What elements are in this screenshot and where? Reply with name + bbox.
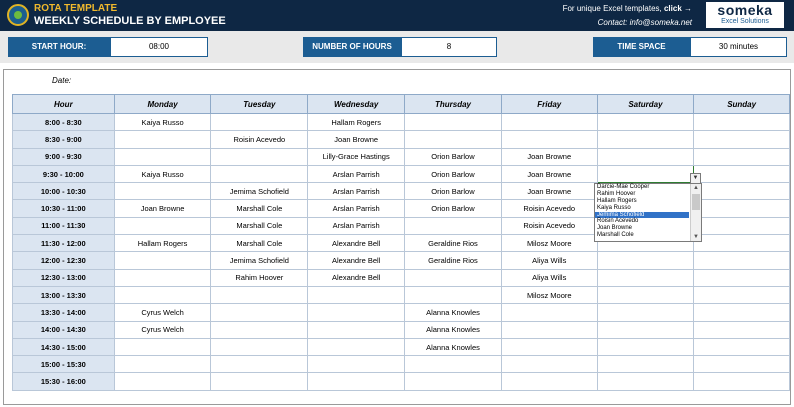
- schedule-cell[interactable]: [405, 114, 502, 131]
- column-header-saturday: Saturday: [597, 95, 694, 114]
- hour-cell: 10:30 - 11:00: [13, 200, 115, 217]
- schedule-cell[interactable]: [501, 338, 597, 355]
- schedule-cell[interactable]: [694, 200, 790, 217]
- schedule-cell[interactable]: [694, 148, 790, 165]
- contact-email[interactable]: Contact: info@someka.net: [597, 18, 692, 27]
- column-header-monday: Monday: [114, 95, 211, 114]
- schedule-cell[interactable]: [211, 114, 308, 131]
- schedule-cell[interactable]: [597, 131, 694, 148]
- schedule-cell[interactable]: Lilly-Grace Hastings: [308, 148, 405, 165]
- page-title: WEEKLY SCHEDULE BY EMPLOYEE: [34, 15, 226, 27]
- schedule-cell[interactable]: [501, 321, 597, 338]
- brand-tagline: Excel Solutions: [721, 18, 769, 25]
- schedule-table: [12, 94, 790, 391]
- table-row: [13, 356, 790, 373]
- schedule-cell[interactable]: [597, 148, 694, 165]
- schedule-cell[interactable]: Alanna Knowles: [405, 338, 502, 355]
- start-hour-input[interactable]: 08:00: [110, 37, 208, 57]
- employee-dropdown[interactable]: [594, 183, 702, 242]
- schedule-cell[interactable]: Arslan Parrish: [308, 217, 405, 234]
- column-header-friday: Friday: [501, 95, 597, 114]
- schedule-cell[interactable]: [211, 356, 308, 373]
- schedule-cell[interactable]: [694, 338, 790, 355]
- schedule-cell[interactable]: Orion Barlow: [405, 200, 502, 217]
- schedule-cell[interactable]: Arslan Parrish: [308, 183, 405, 200]
- schedule-cell[interactable]: [597, 321, 694, 338]
- schedule-cell[interactable]: Hallam Rogers: [114, 235, 211, 252]
- table-row: [13, 114, 790, 131]
- schedule-cell[interactable]: Alanna Knowles: [405, 304, 502, 321]
- schedule-cell[interactable]: [114, 269, 211, 286]
- schedule-cell[interactable]: Alexandre Bell: [308, 269, 405, 286]
- schedule-cell[interactable]: [114, 148, 211, 165]
- schedule-cell[interactable]: Alexandre Bell: [308, 252, 405, 269]
- table-row: [13, 269, 790, 286]
- schedule-cell[interactable]: Orion Barlow: [405, 183, 502, 200]
- schedule-cell[interactable]: [597, 304, 694, 321]
- schedule-cell[interactable]: [694, 183, 790, 200]
- schedule-cell[interactable]: Arslan Parrish: [308, 200, 405, 217]
- column-header-hour: Hour: [13, 95, 115, 114]
- schedule-cell[interactable]: [597, 338, 694, 355]
- schedule-cell[interactable]: Roisin Acevedo: [501, 217, 597, 234]
- schedule-cell[interactable]: [501, 356, 597, 373]
- schedule-cell[interactable]: [501, 114, 597, 131]
- schedule-cell[interactable]: [694, 217, 790, 234]
- hour-cell: 12:00 - 12:30: [13, 252, 115, 269]
- schedule-cell[interactable]: [694, 286, 790, 303]
- schedule-cell[interactable]: [114, 373, 211, 390]
- column-header-thursday: Thursday: [405, 95, 502, 114]
- hour-cell: 8:30 - 9:00: [13, 131, 115, 148]
- schedule-cell[interactable]: Cyrus Welch: [114, 304, 211, 321]
- hour-cell: 10:00 - 10:30: [13, 183, 115, 200]
- app-title: ROTA TEMPLATE: [34, 3, 118, 14]
- schedule-cell[interactable]: Joan Browne: [308, 131, 405, 148]
- schedule-cell[interactable]: [211, 286, 308, 303]
- schedule-cell[interactable]: [501, 373, 597, 390]
- schedule-cell[interactable]: [308, 373, 405, 390]
- dropdown-option[interactable]: Kaiya Russo: [597, 204, 631, 211]
- schedule-cell[interactable]: [114, 338, 211, 355]
- schedule-cell[interactable]: Marshall Cole: [211, 217, 308, 234]
- brand-name: someka: [717, 2, 773, 18]
- schedule-cell[interactable]: [694, 373, 790, 390]
- schedule-cell[interactable]: Joan Browne: [501, 165, 597, 182]
- schedule-cell[interactable]: [308, 338, 405, 355]
- dropdown-list: [595, 184, 689, 239]
- schedule-cell[interactable]: [211, 373, 308, 390]
- date-label: Date:: [52, 76, 72, 85]
- schedule-cell[interactable]: [694, 304, 790, 321]
- schedule-cell[interactable]: [211, 304, 308, 321]
- schedule-cell[interactable]: Aliya Wills: [501, 252, 597, 269]
- promo-link[interactable]: click →: [663, 4, 692, 13]
- schedule-cell[interactable]: [114, 217, 211, 234]
- schedule-cell[interactable]: Roisin Acevedo: [501, 200, 597, 217]
- schedule-cell[interactable]: [308, 304, 405, 321]
- column-header-tuesday: Tuesday: [211, 95, 308, 114]
- schedule-cell[interactable]: [308, 356, 405, 373]
- dropdown-option[interactable]: Rahim Hoover: [597, 190, 636, 197]
- schedule-cell[interactable]: [405, 373, 502, 390]
- schedule-cell[interactable]: Cyrus Welch: [114, 321, 211, 338]
- schedule-cell[interactable]: [694, 165, 790, 182]
- start-hour-label: START HOUR:: [8, 37, 110, 57]
- schedule-cell[interactable]: Joan Browne: [501, 183, 597, 200]
- table-row: [13, 165, 790, 182]
- dropdown-arrow-icon[interactable]: ▼: [690, 173, 701, 184]
- schedule-cell[interactable]: [308, 286, 405, 303]
- schedule-cell[interactable]: Geraldine Rios: [405, 235, 502, 252]
- schedule-cell[interactable]: [405, 217, 502, 234]
- schedule-cell[interactable]: [114, 252, 211, 269]
- schedule-cell[interactable]: [694, 269, 790, 286]
- hour-cell: 11:30 - 12:00: [13, 235, 115, 252]
- table-header-row: [13, 95, 790, 114]
- time-space-label: TIME SPACE: [593, 37, 690, 57]
- schedule-cell[interactable]: Geraldine Rios: [405, 252, 502, 269]
- table-row: [13, 131, 790, 148]
- schedule-cell[interactable]: [597, 286, 694, 303]
- hour-cell: 9:00 - 9:30: [13, 148, 115, 165]
- schedule-cell[interactable]: [405, 356, 502, 373]
- schedule-cell[interactable]: [114, 183, 211, 200]
- dropdown-option[interactable]: Hallam Rogers: [597, 197, 637, 204]
- dropdown-option[interactable]: Joan Browne: [597, 225, 633, 232]
- table-row: [13, 321, 790, 338]
- hour-cell: 12:30 - 13:00: [13, 269, 115, 286]
- schedule-cell[interactable]: [405, 269, 502, 286]
- schedule-cell[interactable]: Joan Browne: [114, 200, 211, 217]
- schedule-cell[interactable]: [597, 165, 694, 182]
- settings-bar: [0, 31, 794, 63]
- scroll-up-icon[interactable]: ▲: [693, 185, 699, 191]
- hour-cell: 15:00 - 15:30: [13, 356, 115, 373]
- schedule-cell[interactable]: Jemima Schofield: [211, 183, 308, 200]
- schedule-cell[interactable]: [211, 148, 308, 165]
- schedule-cell[interactable]: Orion Barlow: [405, 148, 502, 165]
- schedule-cell[interactable]: [405, 286, 502, 303]
- dropdown-option[interactable]: Roisin Acevedo: [597, 218, 639, 225]
- schedule-cell[interactable]: Arslan Parrish: [308, 165, 405, 182]
- dropdown-option[interactable]: Darcie-Mae Cooper: [597, 184, 650, 190]
- app-header: [0, 0, 794, 31]
- column-header-sunday: Sunday: [694, 95, 790, 114]
- schedule-cell[interactable]: [694, 114, 790, 131]
- hour-cell: 14:00 - 14:30: [13, 321, 115, 338]
- schedule-cell[interactable]: [114, 131, 211, 148]
- hour-cell: 11:00 - 11:30: [13, 217, 115, 234]
- schedule-cell[interactable]: Jemima Schofield: [211, 252, 308, 269]
- schedule-cell[interactable]: [694, 131, 790, 148]
- brand-logo[interactable]: [706, 2, 784, 28]
- schedule-cell[interactable]: [694, 252, 790, 269]
- table-row: [13, 373, 790, 390]
- hour-cell: 14:30 - 15:00: [13, 338, 115, 355]
- hour-cell: 13:00 - 13:30: [13, 286, 115, 303]
- schedule-cell[interactable]: [694, 356, 790, 373]
- hour-cell: 13:30 - 14:00: [13, 304, 115, 321]
- dropdown-scrollbar[interactable]: [690, 184, 701, 241]
- number-of-hours-input[interactable]: 8: [401, 37, 497, 57]
- schedule-cell[interactable]: [501, 131, 597, 148]
- promo-text: [563, 4, 692, 13]
- schedule-cell[interactable]: [114, 356, 211, 373]
- schedule-cell[interactable]: Orion Barlow: [405, 165, 502, 182]
- table-row: [13, 148, 790, 165]
- table-row: [13, 338, 790, 355]
- schedule-cell[interactable]: Milosz Moore: [501, 235, 597, 252]
- scroll-down-icon[interactable]: ▼: [693, 234, 699, 240]
- schedule-cell[interactable]: Hallam Rogers: [308, 114, 405, 131]
- hour-cell: 15:30 - 16:00: [13, 373, 115, 390]
- schedule-cell[interactable]: Aliya Wills: [501, 269, 597, 286]
- schedule-cell[interactable]: Alexandre Bell: [308, 235, 405, 252]
- number-of-hours-label: NUMBER OF HOURS: [303, 37, 401, 57]
- schedule-cell[interactable]: [308, 321, 405, 338]
- app-logo-icon: [7, 4, 29, 26]
- column-header-wednesday: Wednesday: [308, 95, 405, 114]
- dropdown-option[interactable]: Marshall Cole: [597, 232, 634, 239]
- promo-label: For unique Excel templates,: [562, 4, 664, 13]
- dropdown-option[interactable]: Jemima Schofield: [595, 212, 689, 219]
- schedule-cell[interactable]: [597, 269, 694, 286]
- schedule-cell[interactable]: [501, 304, 597, 321]
- schedule-cell[interactable]: Kaiya Russo: [114, 114, 211, 131]
- schedule-cell[interactable]: [597, 252, 694, 269]
- time-space-input[interactable]: 30 minutes: [690, 37, 787, 57]
- schedule-cell[interactable]: Roisin Acevedo: [211, 131, 308, 148]
- schedule-cell[interactable]: [211, 165, 308, 182]
- schedule-cell[interactable]: Kaiya Russo: [114, 165, 211, 182]
- schedule-cell[interactable]: [597, 356, 694, 373]
- table-row: [13, 304, 790, 321]
- schedule-cell[interactable]: [211, 321, 308, 338]
- schedule-cell[interactable]: Milosz Moore: [501, 286, 597, 303]
- schedule-cell[interactable]: [405, 131, 502, 148]
- schedule-cell[interactable]: Rahim Hoover: [211, 269, 308, 286]
- schedule-cell[interactable]: [694, 235, 790, 252]
- schedule-cell[interactable]: [597, 114, 694, 131]
- schedule-cell[interactable]: Joan Browne: [501, 148, 597, 165]
- schedule-cell[interactable]: Marshall Cole: [211, 200, 308, 217]
- schedule-cell[interactable]: [694, 321, 790, 338]
- schedule-cell[interactable]: [211, 338, 308, 355]
- schedule-cell[interactable]: Marshall Cole: [211, 235, 308, 252]
- table-row: [13, 286, 790, 303]
- schedule-cell[interactable]: [114, 286, 211, 303]
- hour-cell: 9:30 - 10:00: [13, 165, 115, 182]
- schedule-cell[interactable]: Alanna Knowles: [405, 321, 502, 338]
- table-row: [13, 252, 790, 269]
- hour-cell: 8:00 - 8:30: [13, 114, 115, 131]
- schedule-cell[interactable]: [597, 373, 694, 390]
- scroll-thumb[interactable]: [692, 194, 700, 210]
